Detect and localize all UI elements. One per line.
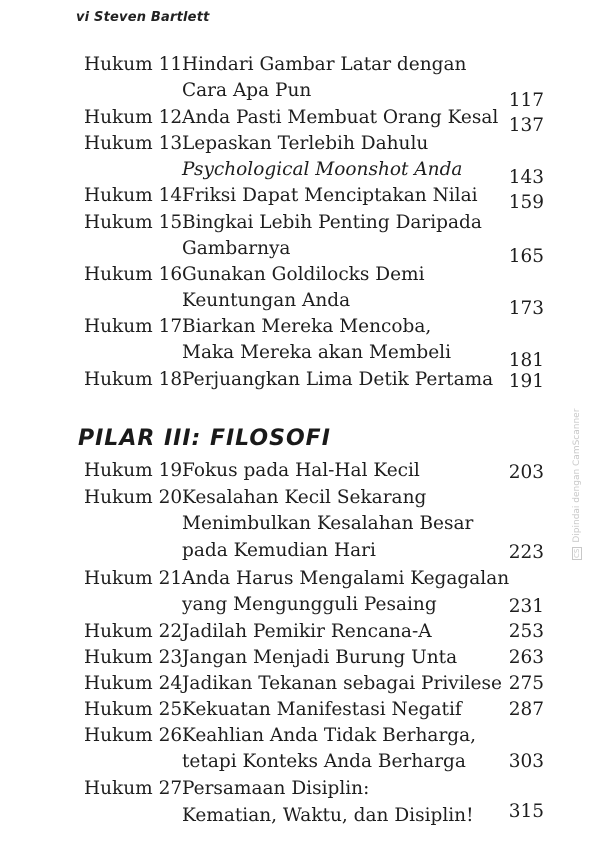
- entry-page-number: 287: [508, 699, 544, 720]
- entry-title-line: Perjuangkan Lima Detik Pertama: [182, 369, 494, 390]
- entry-title-line: Gunakan Goldilocks Demi: [182, 264, 425, 285]
- entry-title-line: Cara Apa Pun: [182, 80, 312, 101]
- entry-title-line: Biarkan Mereka Mencoba,: [182, 316, 432, 337]
- entry-page-number: 159: [508, 192, 544, 213]
- entry-label: Hukum 13: [84, 133, 183, 154]
- entry-label: Hukum 15: [84, 212, 183, 233]
- entry-title-line: Fokus pada Hal-Hal Kecil: [182, 460, 420, 481]
- entry-label: Hukum 23: [84, 647, 183, 668]
- entry-title-line: Lepaskan Terlebih Dahulu: [182, 133, 429, 154]
- entry-label: Hukum 22: [84, 621, 183, 642]
- entry-page-number: 253: [508, 621, 544, 642]
- entry-title-line: Hindari Gambar Latar dengan: [182, 54, 467, 75]
- entry-title-line: Anda Pasti Membuat Orang Kesal: [182, 107, 499, 128]
- entry-page-number: 263: [508, 647, 544, 668]
- entry-title-line: Anda Harus Mengalami Kegagalan: [182, 568, 510, 589]
- entry-label: Hukum 16: [84, 264, 183, 285]
- entry-label: Hukum 25: [84, 699, 183, 720]
- entry-page-number: 231: [508, 596, 544, 617]
- entry-label: Hukum 20: [84, 487, 183, 508]
- entry-label: Hukum 27: [84, 778, 183, 799]
- entry-title-line: Kematian, Waktu, dan Disiplin!: [182, 805, 474, 826]
- entry-page-number: 173: [508, 298, 544, 319]
- section-heading: PILAR III: FILOSOFI: [78, 426, 331, 451]
- entry-label: Hukum 17: [84, 316, 183, 337]
- entry-title-line: Bingkai Lebih Penting Daripada: [182, 212, 482, 233]
- entry-page-number: 143: [508, 167, 544, 188]
- entry-label: Hukum 11: [84, 54, 183, 75]
- entry-title-line: Keuntungan Anda: [182, 290, 351, 311]
- entry-label: Hukum 24: [84, 673, 183, 694]
- entry-page-number: 165: [508, 246, 544, 267]
- camscanner-watermark: [572, 300, 586, 560]
- entry-title-line: Friksi Dapat Menciptakan Nilai: [182, 185, 478, 206]
- camscanner-text: Dipindai dengan CamScanner: [572, 408, 582, 543]
- entry-title-line: Menimbulkan Kesalahan Besar: [182, 513, 474, 534]
- entry-page-number: 315: [508, 801, 544, 822]
- entry-title-line: Kekuatan Manifestasi Negatif: [182, 699, 462, 720]
- entry-title-line: pada Kemudian Hari: [182, 540, 376, 561]
- entry-page-number: 223: [508, 542, 544, 563]
- entry-page-number: 303: [508, 751, 544, 772]
- entry-label: Hukum 26: [84, 725, 183, 746]
- running-head: vi Steven Bartlett: [76, 10, 210, 25]
- entry-page-number: 191: [508, 371, 544, 392]
- camscanner-logo-icon: CS: [573, 548, 581, 558]
- entry-title-line: tetapi Konteks Anda Berharga: [182, 751, 466, 772]
- entry-label: Hukum 14: [84, 185, 183, 206]
- entry-label: Hukum 21: [84, 568, 183, 589]
- entry-title-line: yang Mengungguli Pesaing: [182, 594, 437, 615]
- entry-title-line: Maka Mereka akan Membeli: [182, 342, 452, 363]
- entry-title-line: Jadikan Tekanan sebagai Privilese: [182, 673, 502, 694]
- entry-label: Hukum 18: [84, 369, 183, 390]
- entry-label: Hukum 19: [84, 460, 183, 481]
- entry-title-line: Keahlian Anda Tidak Berharga,: [182, 725, 477, 746]
- entry-page-number: 181: [508, 350, 544, 371]
- entry-title-line: Psychological Moonshot Anda: [182, 159, 463, 180]
- entry-title-line: Jangan Menjadi Burung Unta: [182, 647, 458, 668]
- entry-title-line: Persamaan Disiplin:: [182, 778, 370, 799]
- entry-title-line: Kesalahan Kecil Sekarang: [182, 487, 427, 508]
- entry-page-number: 117: [508, 90, 544, 111]
- entry-title-line: Jadilah Pemikir Rencana-A: [182, 621, 432, 642]
- entry-page-number: 203: [508, 462, 544, 483]
- entry-page-number: 275: [508, 673, 544, 694]
- entry-label: Hukum 12: [84, 107, 183, 128]
- entry-title-line: Gambarnya: [182, 238, 291, 259]
- entry-page-number: 137: [508, 115, 544, 136]
